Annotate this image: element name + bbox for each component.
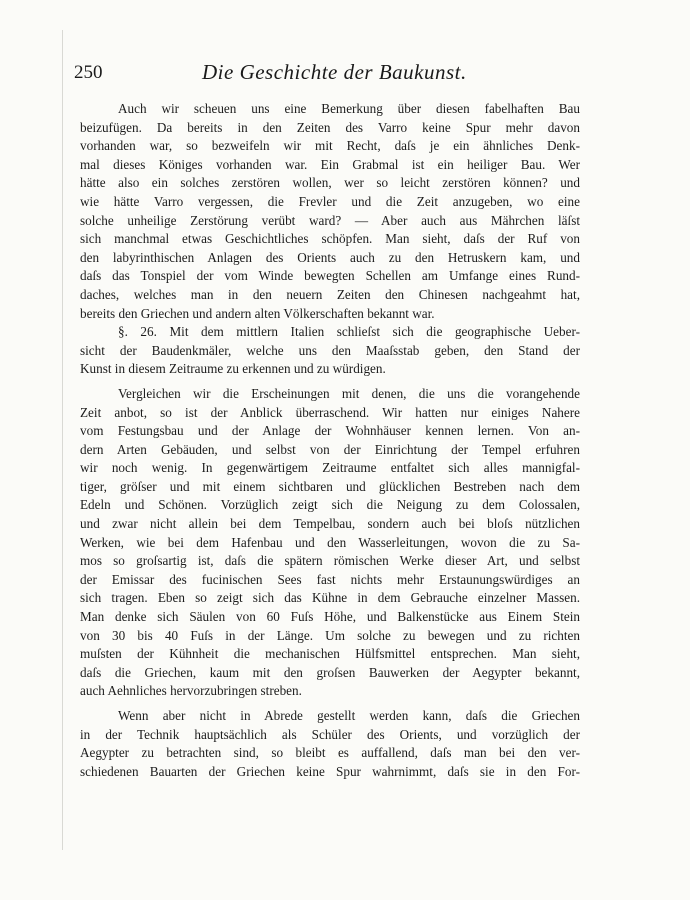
text-line: Man denke sich Säulen von 60 Fuſs Höhe, und Balkenstücke aus Einem Stein (80, 609, 580, 625)
text-line: Auch wir scheuen uns eine Bemerkung über diesen fabelhaften Bau (118, 101, 580, 116)
text-line: Vergleichen wir die Erscheinungen mit denen, die uns die vorangehende (118, 385, 580, 401)
page-number: 250 (74, 62, 103, 83)
body-text (80, 100, 580, 781)
text-line: daſs das Tonspiel der vom Winde bewegten Schellen am Umfange eines Rund- (80, 268, 580, 284)
text-line: wir noch wenig. In gegenwärtigem Zeitraume entfaltet sich alles mannigfal- (80, 460, 580, 476)
text-line: sicht der Baudenkmäler, welche uns den Maaſsstab geben, den Stand der (80, 342, 580, 358)
running-title: Die Geschichte der Baukunst. (202, 60, 467, 84)
text-line: in der Technik hauptsächlich als Schüler des Orients, und vorzüglich der (80, 726, 580, 742)
text-line: tiger, gröſser und mit einem sichtbaren und glücklichen Bestreben nach dem (80, 478, 580, 494)
text-line: sich manchmal etwas Geschichtliches schöpfen. Man sieht, daſs der Ruf von (80, 231, 580, 247)
text-line: Edeln und Schönen. Vorzüglich zeigt sich die Neigung zu dem Colossalen, (80, 497, 580, 513)
text-line: muſsten der Kühnheit die mechanischen Hülfsmittel entsprechen. Man sieht, (80, 646, 580, 662)
paragraph (80, 100, 580, 323)
text-line: der Emissar des fucinischen Sees fast nichts mehr Erstaunungswürdiges an (80, 571, 580, 587)
paragraph-section-26 (80, 323, 580, 379)
paragraph (80, 707, 580, 781)
text-line: von 30 bis 40 Fuſs in der Länge. Um solche zu bewegen und zu richten (80, 627, 580, 643)
text-line: beizufügen. Da bereits in den Zeiten des Varro keine Spur mehr davon (80, 119, 580, 135)
text-line: mos so groſsartig ist, daſs die spätern römischen Werke dieser Art, und selbst (80, 553, 580, 569)
text-line: bereits den Griechen und andern alten Völkerschaften bekannt war. (80, 305, 435, 321)
text-line: sich tragen. Eben so zeigt sich das Kühne in dem Gebrauche einzelner Massen. (80, 590, 580, 606)
text-line: den labyrinthischen Anlagen des Orients auch zu den Hetruskern kam, und (80, 249, 580, 265)
text-line: daſs die Griechen, kaum mit den groſsen Bauwerken der Aegypter bekannt, (80, 664, 580, 680)
page-header (74, 60, 606, 86)
text-line: mal dieses Königes vorhanden war. Ein Grabmal ist ein heiliger Bau. Wer (80, 156, 580, 172)
text-line: dern Arten Gebäuden, und selbst von der Einrichtung der Tempel erfuhren (80, 441, 580, 457)
text-line: daches, welches man in den neuern Zeiten den Chinesen nachgeahmt hat, (80, 286, 580, 302)
text-line: schiedenen Bauarten der Griechen keine Spur wahrnimmt, daſs sie in den For- (80, 763, 580, 779)
text-line: Aegypter zu betrachten sind, so bleibt es auffallend, daſs man bei den ver- (80, 745, 580, 761)
text-line: und zwar nicht allein bei dem Tempelbau, sondern auch bei bloſs nützlichen (80, 516, 580, 532)
text-line: hätte also ein solches zerstören wollen, wer so leicht zerstören können? und (80, 175, 580, 191)
text-line: Zeit anbot, so ist der Anblick überraschend. Wir hatten nur einiges Nahere (80, 404, 580, 420)
paragraph (80, 385, 580, 701)
text-line: §. 26. Mit dem mittlern Italien schlieſst sich die geographische Ueber- (118, 324, 580, 340)
text-line: vom Festungsbau und der Anlage der Wohnhäuser kennen lernen. Von an- (80, 423, 580, 439)
text-line: wie hätte Varro vergessen, die Frevler und die Zeit anzugeben, wo eine (80, 193, 580, 209)
scan-edge-line (62, 30, 63, 850)
text-line: solche unheilige Zerstörung verübt ward? — Aber auch aus Mährchen läſst (80, 212, 580, 228)
text-line: auch Aehnliches hervorzubringen streben. (80, 683, 302, 699)
text-line: Werken, wie bei dem Hafenbau und den Wasserleitungen, wovon die zu Sa- (80, 534, 580, 550)
text-line: Kunst in diesem Zeitraume zu erkennen und zu würdigen. (80, 361, 386, 377)
text-line: Wenn aber nicht in Abrede gestellt werden kann, daſs die Griechen (118, 708, 580, 723)
text-line: vorhanden war, so bezweifeln wir mit Recht, daſs je ein ähnliches Denk- (80, 138, 580, 154)
